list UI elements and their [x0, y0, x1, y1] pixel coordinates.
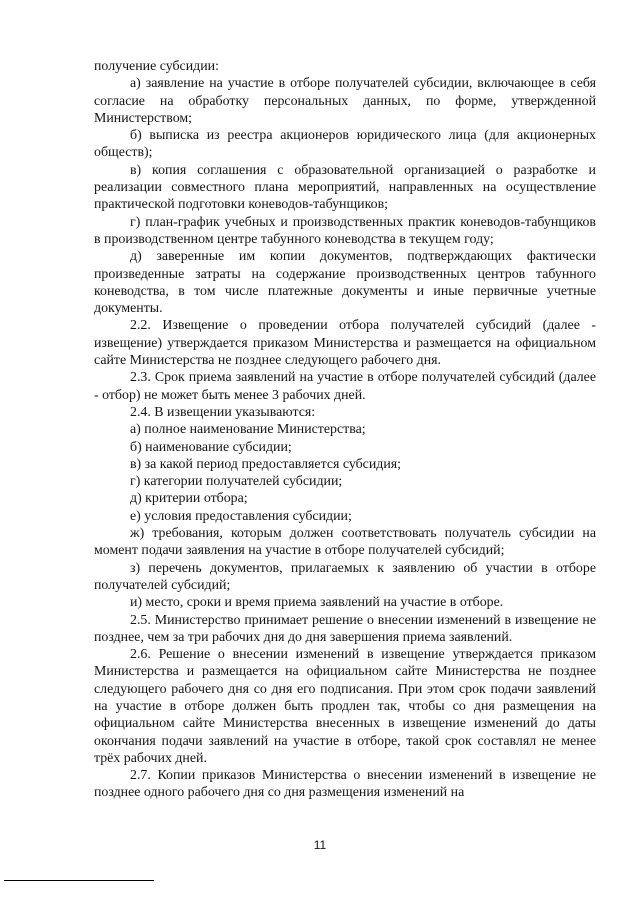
paragraph: 2.4. В извещении указываются:: [130, 404, 316, 420]
paragraph: 2.2. Извещение о проведении отбора получателей субсидий (далее - извещение) утверждается приказом Министерства и размещается на официальном сайте Министерства не позднее следующего рабочего дня.: [94, 318, 596, 369]
paragraph: г) категории получателей субсидии;: [130, 474, 343, 490]
paragraph: з) перечень документов, прилагаемых к заявлению об участии в отборе получателей субсидий;: [94, 560, 596, 593]
paragraph: ж) требования, которым должен соответствовать получатель субсидии на момент подачи заявления на участие в отборе получателей субсидий;: [94, 526, 596, 559]
paragraph: б) наименование субсидии;: [130, 439, 292, 455]
paragraph: 2.5. Министерство принимает решение о внесении изменений в извещение не позднее, чем за три рабочих дня до дня завершения приема заявлений.: [94, 612, 596, 645]
paragraph: и) место, сроки и время приема заявлений на участие в отборе.: [130, 595, 504, 611]
paragraph: а) заявление на участие в отборе получателей субсидии, включающее в себя согласие на обработку персональных данных, по форме, утвержденной Министерством;: [94, 76, 596, 126]
footer-rule: [4, 880, 154, 881]
page-number: 11: [313, 838, 327, 852]
document-body: [94, 58, 596, 802]
paragraph: г) план-график учебных и производственных практик коневодов-табунщиков в производственном центре табунного коневодства в текущем году;: [94, 214, 596, 247]
paragraph: е) условия предоставления субсидии;: [130, 508, 352, 524]
paragraph: д) заверенные им копии документов, подтверждающих фактически произведенные затраты на содержание производственных центров табунного коневодства, в том числе платежные документы и иные первичные учетные документы.: [94, 249, 596, 317]
paragraph: б) выписка из реестра акционеров юридического лица (для акционерных обществ);: [94, 128, 596, 161]
paragraph: 2.3. Срок приема заявлений на участие в отборе получателей субсидий (далее - отбор) не может быть менее 3 рабочих дней.: [94, 370, 596, 403]
paragraph: получение субсидии:: [94, 59, 219, 74]
paragraph: 2.7. Копии приказов Министерства о внесении изменений в извещение не позднее одного рабочего дня со дня размещения изменений на: [94, 768, 596, 801]
paragraph: д) критерии отбора;: [130, 491, 248, 507]
paragraph: в) за какой период предоставляется субсидия;: [130, 456, 402, 472]
paragraph: а) полное наименование Министерства;: [130, 422, 366, 438]
paragraph: в) копия соглашения с образовательной организацией о разработке и реализации совместного плана мероприятий, направленных на осуществление практической подготовки коневодов-табунщиков;: [94, 162, 596, 213]
paragraph: 2.6. Решение о внесении изменений в извещение утверждается приказом Министерства и размещается на официальном сайте Министерства не позднее следующего рабочего дня со дня его подписания. При этом срок подачи заявлений на участие в отборе должен быть продлен так, чтобы со дня размещения на официальном сайте Министерства внесенных в извещение изменений до даты окончания подачи заявлений на участие в отборе, такой срок составлял не менее трёх рабочих дней.: [94, 647, 596, 766]
